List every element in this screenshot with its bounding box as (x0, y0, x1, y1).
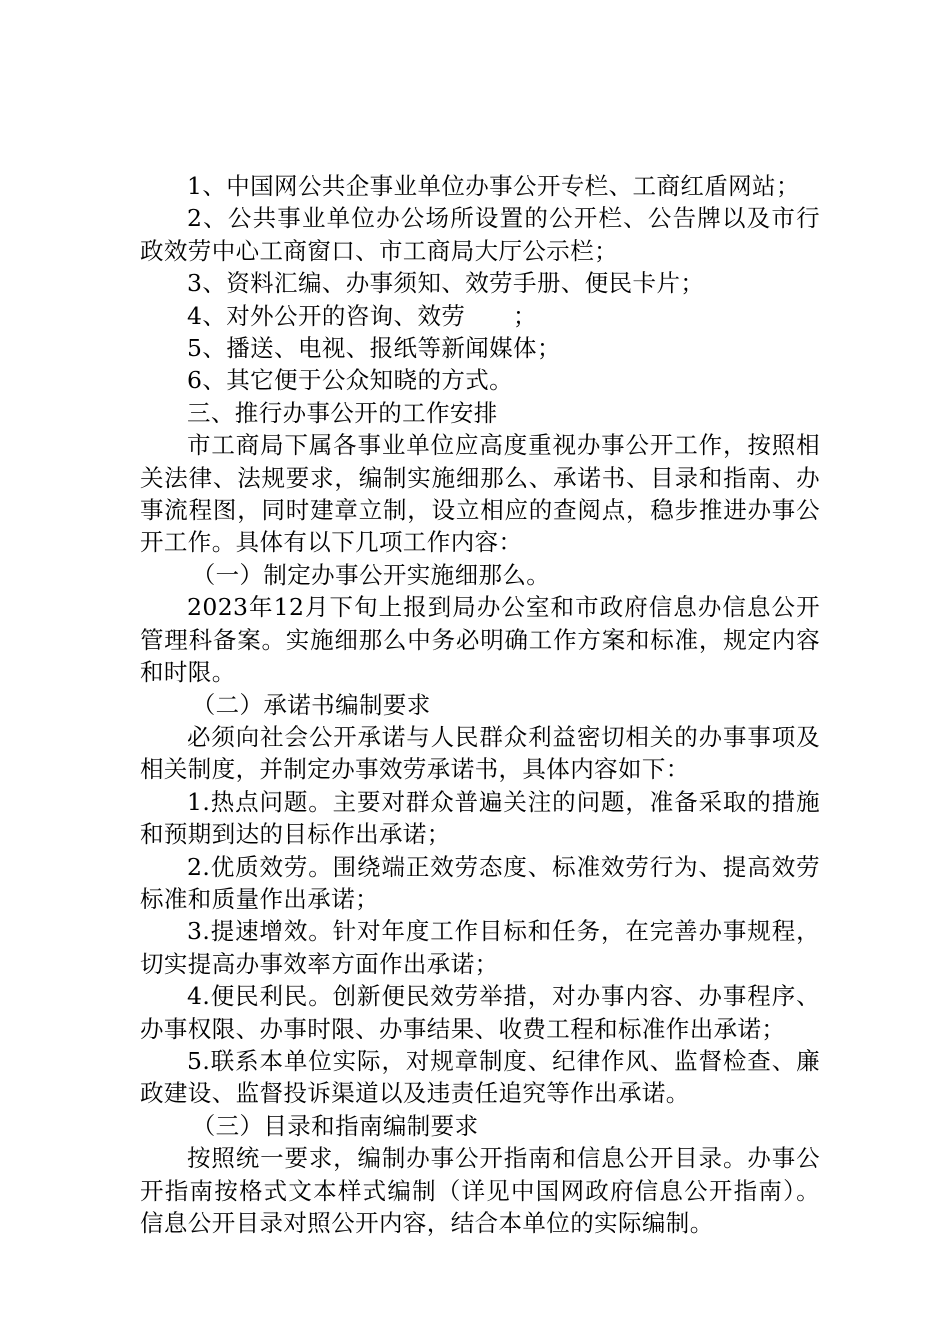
section-heading: 三、推行办事公开的工作安排 (187, 398, 498, 427)
body-paragraph: 按照统一要求，编制办事公开指南和信息公开目录。办事公开指南按格式文本样式编制（详见中国网政府信息公开指南）。信息公开目录对照公开内容，结合本单位的实际编制。 (140, 1144, 820, 1237)
body-paragraph: 2.优质效劳。围绕端正效劳态度、标准效劳行为、提高效劳标准和质量作出承诺； (140, 852, 820, 913)
body-paragraph: 4.便民利民。创新便民效劳举措，对办事内容、办事程序、办事权限、办事时限、办事结果、收费工程和标准作出承诺； (140, 982, 820, 1043)
body-paragraph: 市工商局下属各事业单位应高度重视办事公开工作，按照相关法律、法规要求，编制实施细那么、承诺书、目录和指南、办事流程图，同时建章立制，设立相应的查阅点，稳步推进办事公开工作。具体有以下几项工作内容： (140, 431, 820, 557)
list-item: 5、播送、电视、报纸等新闻媒体； (187, 334, 561, 363)
list-item: 3、资料汇编、办事须知、效劳手册、便民卡片； (187, 269, 705, 298)
document-body (140, 170, 820, 1239)
body-paragraph: 3.提速增效。针对年度工作目标和任务，在完善办事规程，切实提高办事效率方面作出承诺； (140, 917, 820, 978)
body-paragraph: 2023年12月下旬上报到局办公室和市政府信息办信息公开管理科备案。实施细那么中务必明确工作方案和标准，规定内容和时限。 (140, 593, 820, 687)
list-item: 2、公共事业单位办公场所设置的公开栏、公告牌以及市行政效劳中心工商窗口、市工商局大厅公示栏； (140, 204, 820, 265)
body-paragraph: 5.联系本单位实际，对规章制度、纪律作风、监督检查、廉政建设、监督投诉渠道以及违责任追究等作出承诺。 (140, 1046, 820, 1108)
subsection-heading: （一）制定办事公开实施细那么。 (191, 560, 551, 589)
list-item: 6、其它便于公众知晓的方式。 (187, 366, 514, 395)
list-item: 1、中国网公共企事业单位办事公开专栏、工商红盾网站； (187, 172, 800, 200)
body-paragraph: 1.热点问题。主要对群众普遍关注的问题，准备采取的措施和预期到达的目标作出承诺； (140, 787, 820, 849)
body-paragraph: 必须向社会公开承诺与人民群众利益密切相关的办事事项及相关制度，并制定办事效劳承诺书，具体内容如下： (140, 722, 820, 784)
subsection-heading: （三）目录和指南编制要求 (191, 1111, 479, 1140)
subsection-heading: （二）承诺书编制要求 (191, 690, 431, 719)
list-item: 4、对外公开的咨询、效劳 ； (187, 301, 537, 330)
